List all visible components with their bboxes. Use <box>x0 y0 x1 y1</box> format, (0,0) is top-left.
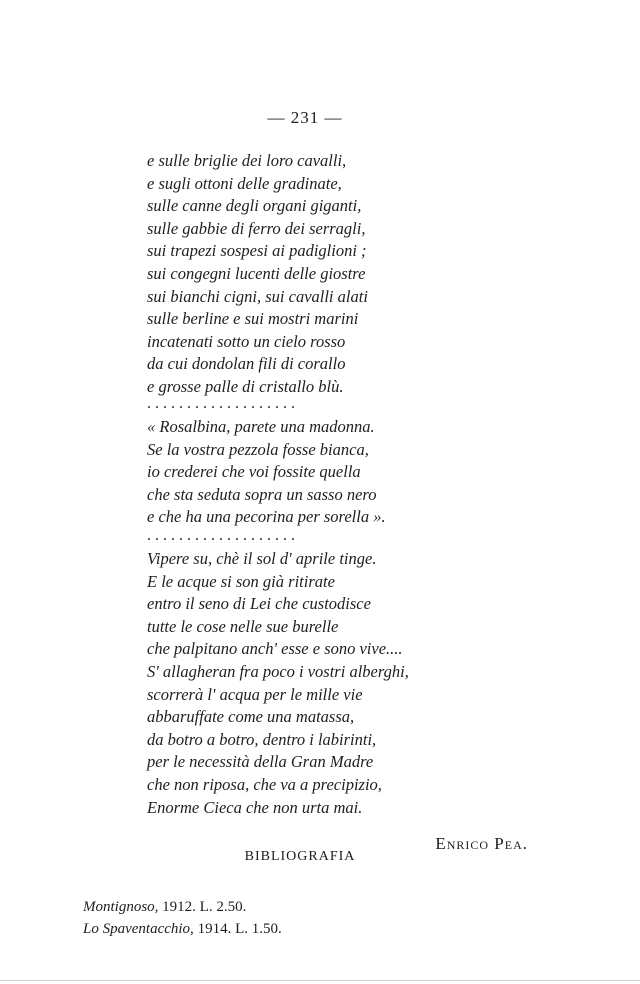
verse-line: e che ha una pecorina per sorella ». <box>147 507 386 527</box>
bibliography-list <box>83 896 282 940</box>
verse-line: per le necessità della Gran Madre <box>147 752 374 772</box>
verse-line: e sulle briglie dei loro cavalli, <box>147 151 347 170</box>
verse-line: Enorme Cieca che non urta mai. <box>147 797 363 817</box>
verse-line: tutte le cose nelle sue burelle <box>147 616 339 636</box>
verse-line: E le acque si son già ritirate <box>147 571 335 591</box>
verse-line: sui trapezi sospesi ai padiglioni ; <box>147 241 367 261</box>
ellipsis-divider: . . . . . . . . . . . . . . . . . . . <box>147 395 295 412</box>
poem-stanza-1 <box>147 150 368 399</box>
verse-line: sulle canne degli organi giganti, <box>147 196 362 216</box>
verse-line: abbaruffate come una matassa, <box>147 707 355 727</box>
verse-line: Se la vostra pezzola fosse bianca, <box>147 439 369 459</box>
verse-line: da botro a botro, dentro i labirinti, <box>147 729 377 749</box>
ellipsis-divider: . . . . . . . . . . . . . . . . . . . <box>147 527 295 544</box>
verse-line: e sugli ottoni delle gradinate, <box>147 173 342 193</box>
verse-line: scorrerà l' acqua per le mille vie <box>147 684 363 704</box>
verse-line: che non riposa, che va a precipizio, <box>147 774 382 794</box>
verse-line: che sta seduta sopra un sasso nero <box>147 484 377 504</box>
verse-line: da cui dondolan fili di corallo <box>147 354 346 374</box>
verse-line: entro il seno di Lei che custodisce <box>147 594 371 614</box>
verse-line: io crederei che voi fossite quella <box>147 462 361 482</box>
verse-line: sulle gabbie di ferro dei serragli, <box>147 218 366 238</box>
book-details: 1912. L. 2.50. <box>158 899 247 915</box>
author-signature: Enrico Pea. <box>435 834 528 853</box>
verse-line: e grosse palle di cristallo blù. <box>147 376 344 396</box>
book-details: 1914. L. 1.50. <box>193 921 282 937</box>
book-title: Lo Spaventacchio, <box>83 921 194 937</box>
book-title: Montignoso, <box>83 899 159 915</box>
verse-line: S' allagheran fra poco i vostri alberghi, <box>147 661 409 681</box>
poem-stanza-2 <box>147 416 386 529</box>
verse-line: sui bianchi cigni, sui cavalli alati <box>147 286 368 306</box>
verse-line: sulle berline e sui mostri marini <box>147 309 359 329</box>
poem-stanza-3 <box>147 548 409 819</box>
verse-line: che palpitano anch' esse e sono vive.... <box>147 639 403 659</box>
page-edge-divider <box>0 980 640 981</box>
bibliography-heading: BIBLIOGRAFIA <box>244 849 356 864</box>
page-number: — 231 — <box>267 108 343 127</box>
verse-line: incatenati sotto un cielo rosso <box>147 331 346 351</box>
bibliography-entry <box>83 896 282 918</box>
verse-line: « Rosalbina, parete una madonna. <box>147 417 375 436</box>
bibliography-entry <box>83 918 282 940</box>
verse-line: sui congegni lucenti delle giostre <box>147 263 366 283</box>
verse-line: Vipere su, chè il sol d' aprile tinge. <box>147 549 377 568</box>
